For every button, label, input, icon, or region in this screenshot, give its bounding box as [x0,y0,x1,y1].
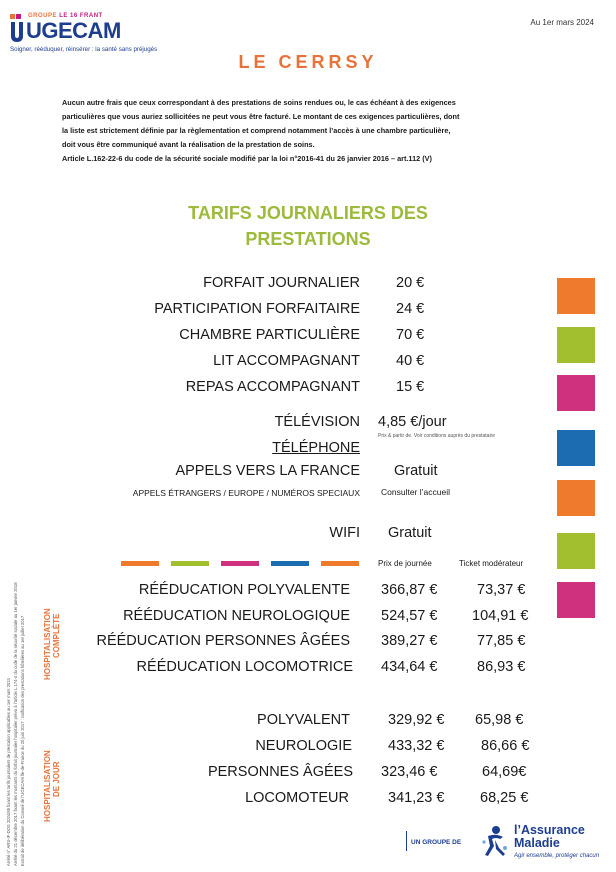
fee-price: 15 € [396,379,425,395]
day-row-ticket: 68,25 € [480,790,529,806]
orange-bar [121,561,159,566]
complete-row-ticket: 104,91 € [472,608,529,624]
side-note: Arrêté du 21 décembre 2017 fixant les montants du forfait journalier hospitalier prévu à l’article L.174-4 du code de la sécurité sociale au 1er janvier 2018 [13,582,18,866]
footer-divider [406,831,407,851]
green-swatch [557,327,595,363]
section-label-day: HOSPITALISATION DE JOUR [43,750,61,822]
fee-price: 24 € [396,301,425,317]
day-row-label: LOCOMOTEUR [245,790,349,806]
document-date: Au 1er mars 2024 [530,18,594,27]
fee-price: 70 € [396,327,425,343]
assurance-maladie-logo-icon [476,824,512,860]
complete-row-ticket: 86,93 € [477,659,526,675]
television-price: 4,85 €/jour [378,414,447,430]
complete-row-ticket: 77,85 € [477,633,526,649]
day-row-price: 329,92 € [388,712,445,728]
intro-line: particulières que vous auriez sollicitées ne peut vous être facturé. Le montant de ces exigences particulières, dont [62,112,460,121]
ticket-header: Ticket modérateur [459,559,524,568]
intro-line: Article L.162-22-6 du code de la sécurité sociale modifié par la loi n°2016-41 du 26 janvier 2016 – art.112 (V) [62,154,432,163]
footer-group-label: UN GROUPE DE [411,839,462,846]
fee-label: REPAS ACCOMPAGNANT [185,379,360,395]
fee-label: LIT ACCOMPAGNANT [213,353,360,369]
complete-row-label: RÉÉDUCATION NEUROLOGIQUE [123,608,350,624]
day-row-ticket: 64,69€ [482,764,527,780]
fee-label: FORFAIT JOURNALIER [203,275,360,291]
logo-tagline: Soigner, rééduquer, réinsérer : la santé sans préjugés [10,46,158,53]
logo-name: UGECAM [26,18,121,43]
day-row-price: 323,46 € [381,764,438,780]
day-row-label: PERSONNES ÂGÉES [207,764,353,780]
complete-row-label: RÉÉDUCATION LOCOMOTRICE [136,659,353,675]
logo-group-text: GROUPE LE 16 FRANT [28,13,103,19]
assurance-maladie-name: l’Assurance Maladie [514,823,585,850]
side-note: Extrait de délibération du Conseil de l’UGECAM Île-de-France du 20 juin 2017 : ratification des prestations hôtelières au 1er juillet 2017 [20,615,25,866]
intro-line: Aucun autre frais que ceux correspondant à des prestations de soins rendues ou, le cas échéant à des exigences [62,98,456,107]
magenta-bar [221,561,259,566]
day-row-ticket: 65,98 € [475,712,524,728]
complete-row-price: 524,57 € [381,608,438,624]
calls-intl-label: APPELS ÉTRANGERS / EUROPE / NUMÉROS SPECIAUX [132,488,360,498]
complete-row-ticket: 73,37 € [477,582,526,598]
orange-bar [321,561,359,566]
assurance-maladie-tagline: Agir ensemble, protéger chacun [514,853,600,859]
ugecam-logo-mark-icon [10,14,24,44]
day-row-price: 433,32 € [388,738,445,754]
fee-label: PARTICIPATION FORFAITAIRE [154,301,360,317]
orange-swatch [557,480,595,516]
day-row-label: POLYVALENT [257,712,350,728]
complete-row-label: RÉÉDUCATION POLYVALENTE [138,582,350,598]
wifi-value: Gratuit [388,525,432,541]
blue-swatch [557,430,595,466]
telephone-label: TÉLÉPHONE [272,440,360,456]
day-row-ticket: 86,66 € [481,738,530,754]
green-bar [171,561,209,566]
intro-paragraph [62,96,572,166]
complete-row-price: 389,27 € [381,633,438,649]
day-row-price: 341,23 € [388,790,445,806]
orange-swatch [557,278,595,314]
complete-row-price: 434,64 € [381,659,438,675]
calls-france-value: Gratuit [394,463,438,479]
daily-price-header: Prix de journée [378,559,432,568]
calls-intl-value: Consulter l’accueil [381,487,450,497]
intro-line: doit vous être communiqué avant la réalisation de la prestation de soins. [62,140,315,149]
green-swatch [557,533,595,569]
fee-price: 20 € [396,275,425,291]
provider-note: Prix & partir de. Voir conditions auprès du prestataire [378,433,496,439]
tarifs-heading: TARIFS JOURNALIERS DES PRESTATIONS [188,203,428,249]
section-label-complete: HOSPITALISATION COMPLÈTE [43,608,61,680]
fee-label: CHAMBRE PARTICULIÈRE [179,327,360,343]
page-title: LE CERRSY [238,52,378,72]
intro-line: la liste est strictement définie par la règlementation et comprend notamment l’accès à une chambre particulière, [62,126,451,135]
magenta-swatch [557,375,595,411]
complete-row-label: RÉÉDUCATION PERSONNES ÂGÉES [96,633,350,649]
wifi-label: WIFI [329,525,360,541]
day-row-label: NEUROLOGIE [255,738,352,754]
complete-row-price: 366,87 € [381,582,438,598]
blue-bar [271,561,309,566]
side-note: Arrêté n° ARS-IF-DOS 2024/89 fixant les tarifs journaliers de prestation applicables au 1er mars 2024 [6,678,11,866]
television-label: TÉLÉVISION [274,414,360,430]
fee-price: 40 € [396,353,425,369]
magenta-swatch [557,582,595,618]
calls-france-label: APPELS VERS LA FRANCE [175,463,360,479]
